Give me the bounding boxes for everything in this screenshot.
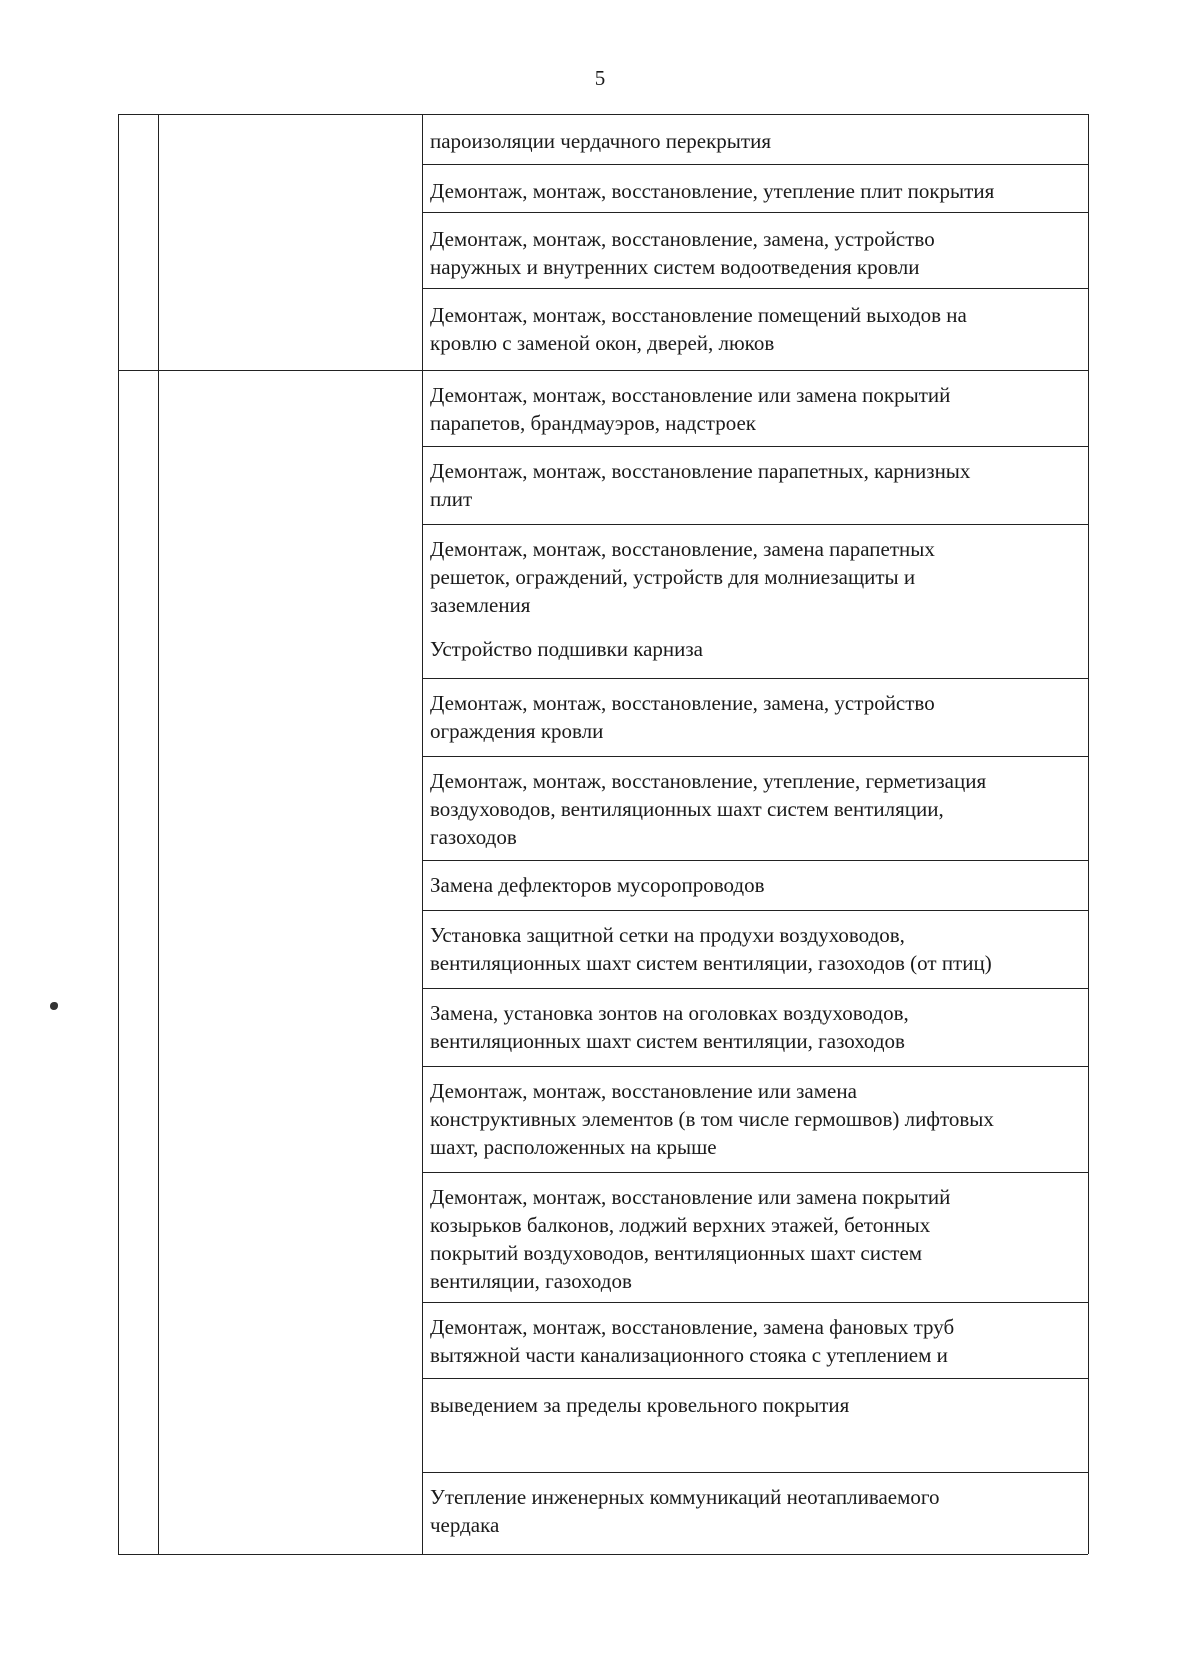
work-item-text: ограждения кровли xyxy=(430,719,604,743)
row-divider xyxy=(422,1472,1088,1473)
work-item-text: заземления xyxy=(430,593,531,617)
work-item-text: чердака xyxy=(430,1513,500,1537)
work-item-text: решеток, ограждений, устройств для молниезащиты и xyxy=(430,565,916,589)
work-item-cell xyxy=(422,990,1088,1055)
work-item-text: покрытий воздуховодов, вентиляционных шахт систем xyxy=(430,1241,923,1265)
row-divider xyxy=(422,446,1088,447)
row-divider xyxy=(422,678,1088,679)
work-item-text: Демонтаж, монтаж, восстановление парапетных, карнизных xyxy=(430,459,971,483)
work-item-cell xyxy=(422,626,1088,663)
work-item-text: газоходов xyxy=(430,825,517,849)
work-item-text: воздуховодов, вентиляционных шахт систем вентиляции, xyxy=(430,797,944,821)
work-item-text: Замена, установка зонтов на оголовках воздуховодов, xyxy=(430,1001,909,1025)
work-item-text: Демонтаж, монтаж, восстановление или замена покрытий xyxy=(430,1185,951,1209)
table-border-top xyxy=(118,114,1088,115)
work-item-cell xyxy=(422,1382,1088,1419)
work-item-cell xyxy=(422,862,1088,899)
work-item-cell xyxy=(422,1304,1088,1369)
work-item-text: Демонтаж, монтаж, восстановление, замена фановых труб xyxy=(430,1315,955,1339)
row-divider xyxy=(422,860,1088,861)
work-item-cell xyxy=(422,118,1088,155)
row-divider xyxy=(422,910,1088,911)
row-divider xyxy=(422,1066,1088,1067)
work-item-text: кровлю с заменой окон, дверей, люков xyxy=(430,331,775,355)
work-item-text: Демонтаж, монтаж, восстановление помещений выходов на xyxy=(430,303,967,327)
work-item-cell xyxy=(422,372,1088,437)
row-divider xyxy=(422,1378,1088,1379)
work-item-text: Утепление инженерных коммуникаций неотапливаемого xyxy=(430,1485,940,1509)
scan-speck xyxy=(50,1002,58,1010)
work-item-text: Установка защитной сетки на продухи воздуховодов, xyxy=(430,923,905,947)
work-item-text: Демонтаж, монтаж, восстановление, замена, устройство xyxy=(430,691,935,715)
work-item-text: Демонтаж, монтаж, восстановление или замена покрытий xyxy=(430,383,951,407)
column-divider-1 xyxy=(158,114,159,1554)
work-item-cell xyxy=(422,1068,1088,1161)
work-item-cell xyxy=(422,168,1088,205)
work-item-cell xyxy=(422,216,1088,281)
work-item-text: плит xyxy=(430,487,473,511)
work-item-cell xyxy=(422,448,1088,513)
work-item-text: Демонтаж, монтаж, восстановление, утепление, герметизация xyxy=(430,769,987,793)
work-item-cell xyxy=(422,1474,1088,1539)
work-item-text: Демонтаж, монтаж, восстановление, утепление плит покрытия xyxy=(430,179,995,203)
work-item-text: Демонтаж, монтаж, восстановление, замена парапетных xyxy=(430,537,935,561)
work-item-text: пароизоляции чердачного перекрытия xyxy=(430,129,771,153)
works-table xyxy=(118,114,1096,1554)
work-item-text: вентиляционных шахт систем вентиляции, газоходов xyxy=(430,1029,905,1053)
work-item-text: наружных и внутренних систем водоотведения кровли xyxy=(430,255,920,279)
work-item-text: вентиляционных шахт систем вентиляции, газоходов (от птиц) xyxy=(430,951,992,975)
row-divider xyxy=(422,988,1088,989)
table-border-left xyxy=(118,114,119,1554)
row-divider xyxy=(422,1172,1088,1173)
work-item-text: вытяжной части канализационного стояка с утеплением и xyxy=(430,1343,948,1367)
work-item-cell xyxy=(422,758,1088,851)
row-divider xyxy=(422,288,1088,289)
row-divider xyxy=(422,164,1088,165)
work-item-text: Демонтаж, монтаж, восстановление, замена, устройство xyxy=(430,227,935,251)
table-border-right xyxy=(1088,114,1089,1554)
work-item-text: шахт, расположенных на крыше xyxy=(430,1135,717,1159)
work-item-cell xyxy=(422,526,1088,619)
work-item-text: Замена дефлекторов мусоропроводов xyxy=(430,873,765,897)
work-item-text: козырьков балконов, лоджий верхних этажей, бетонных xyxy=(430,1213,931,1237)
work-item-cell xyxy=(422,680,1088,745)
row-divider xyxy=(422,524,1088,525)
work-item-text: Демонтаж, монтаж, восстановление или замена xyxy=(430,1079,857,1103)
work-item-cell xyxy=(422,292,1088,357)
work-item-text: парапетов, брандмауэров, надстроек xyxy=(430,411,757,435)
row-divider xyxy=(422,756,1088,757)
work-item-cell xyxy=(422,912,1088,977)
section-divider xyxy=(118,370,1088,371)
work-item-cell xyxy=(422,1174,1088,1295)
work-item-text: вентиляции, газоходов xyxy=(430,1269,632,1293)
work-item-text: конструктивных элементов (в том числе гермошвов) лифтовых xyxy=(430,1107,994,1131)
row-divider xyxy=(422,212,1088,213)
table-border-bottom xyxy=(118,1554,1088,1555)
row-divider xyxy=(422,1302,1088,1303)
work-item-text: выведением за пределы кровельного покрытия xyxy=(430,1393,850,1417)
work-item-text: Устройство подшивки карниза xyxy=(430,637,703,661)
page-number: 5 xyxy=(594,66,606,90)
